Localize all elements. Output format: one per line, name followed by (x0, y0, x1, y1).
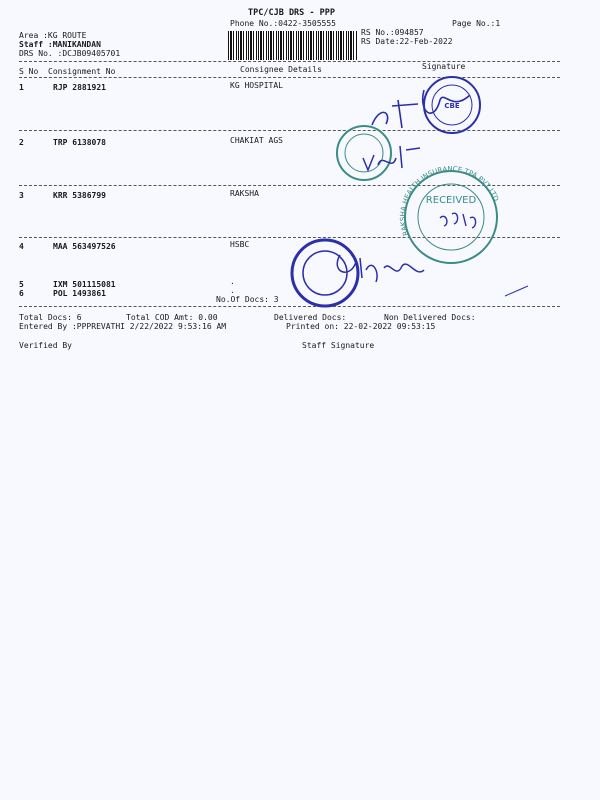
phone-number: Phone No.:0422-3505555 (230, 19, 336, 28)
svg-text:CBE: CBE (444, 102, 460, 110)
no-of-docs: No.Of Docs: 3 (216, 295, 279, 304)
row-sno: 4 (19, 242, 24, 251)
rs-date: RS Date:22-Feb-2022 (361, 37, 453, 46)
row-consignee: . (230, 277, 235, 286)
total-cod: Total COD Amt: 0.00 (126, 313, 218, 322)
row-sno: 5 (19, 280, 24, 289)
row-consignment: POL 1493861 (53, 289, 106, 298)
col-consignee: Consignee Details (240, 65, 322, 74)
row-consignee: RAKSHA (230, 189, 259, 198)
page-number: Page No.:1 (452, 19, 501, 28)
drs-number: DRS No. :DCJB09405701 (19, 49, 121, 58)
col-signature: Signature (422, 62, 466, 71)
row-consignment: KRR 5386799 (53, 191, 106, 200)
row-consignee: CHAKIAT AGS (230, 136, 283, 145)
row-sno: 1 (19, 83, 24, 92)
row-sno: 2 (19, 138, 24, 147)
chakiat-stamp (337, 126, 391, 180)
row-consignment: MAA 563497526 (53, 242, 116, 251)
non-delivered-docs: Non Delivered Docs: (384, 313, 476, 322)
row-consignee: KG HOSPITAL (230, 81, 283, 90)
kg-hospital-stamp (424, 77, 480, 133)
col-sno: S No (19, 67, 39, 76)
row-sno: 3 (19, 191, 24, 200)
delivered-docs: Delivered Docs: (274, 313, 347, 322)
date-scribble (440, 213, 476, 228)
row-consignee: HSBC (230, 240, 250, 249)
staff-label: Staff :MANIKANDAN (19, 40, 101, 49)
row-sno: 6 (19, 289, 24, 298)
raksha-stamp-ring-text: RAKSHA HEALTH INSURANCE TPA PVT LTD (398, 165, 500, 237)
staff-signature-label: Staff Signature (302, 341, 375, 350)
signature-3 (337, 255, 424, 282)
verified-by: Verified By (19, 341, 72, 350)
row-consignment: RJP 2881921 (53, 83, 106, 92)
printed-on: Printed on: 22-02-2022 09:53:15 (286, 322, 436, 331)
entered-by: Entered By :PPPREVATHI 2/22/2022 9:53:16 AM (19, 322, 227, 331)
received-stamp-text: RECEIVED (425, 195, 477, 206)
total-docs: Total Docs: 6 (19, 313, 82, 322)
rs-number: RS No.:094857 (361, 28, 424, 37)
row-consignee: . (230, 286, 235, 295)
row-consignment: IXM 501115081 (53, 280, 116, 289)
document-title: TPC/CJB DRS - PPP (248, 8, 335, 18)
row-consignment: TRP 6138078 (53, 138, 106, 147)
col-consignment: Consignment No (48, 67, 116, 76)
pen-stroke (505, 286, 528, 296)
hsbc-stamp (292, 240, 358, 306)
area-label: Area :KG ROUTE (19, 31, 87, 40)
